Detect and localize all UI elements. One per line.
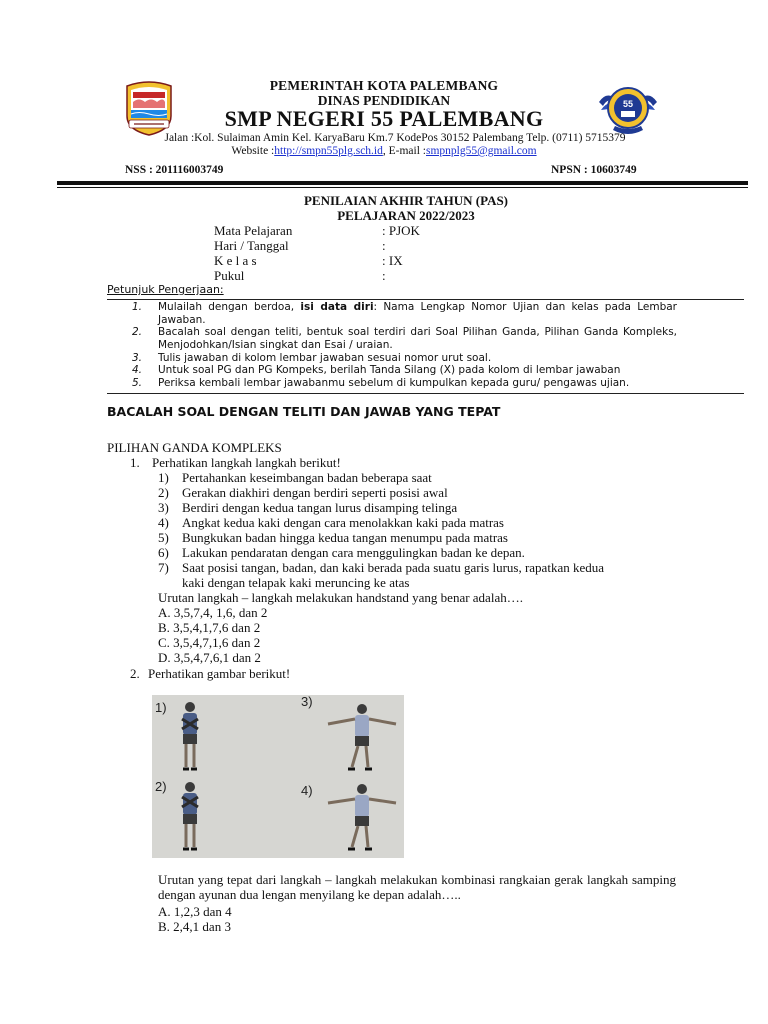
instructions-bottom-rule bbox=[107, 393, 744, 394]
question-1-text: Urutan langkah – langkah melakukan handstand yang benar adalah…. bbox=[158, 590, 523, 605]
step-number: 7) bbox=[158, 560, 169, 575]
npsn-number: NPSN : 10603749 bbox=[551, 164, 637, 176]
step-number: 6) bbox=[158, 545, 169, 560]
header-government: PEMERINTAH KOTA PALEMBANG bbox=[269, 78, 499, 93]
answer-option-a: A. 1,2,3 dan 4 bbox=[158, 904, 232, 919]
field-value-subject: : PJOK bbox=[382, 223, 420, 238]
section-title: BACALAH SOAL DENGAN TELITI DAN JAWAB YANG TEPAT bbox=[107, 404, 501, 419]
nss-number: NSS : 201116003749 bbox=[125, 164, 224, 176]
answer-option-c: C. 3,5,4,7,1,6 dan 2 bbox=[158, 635, 261, 650]
answer-option-d: D. 3,5,4,7,6,1 dan 2 bbox=[158, 650, 261, 665]
step-number: 4) bbox=[158, 515, 169, 530]
header-school-name: SMP NEGERI 55 PALEMBANG bbox=[224, 106, 544, 131]
question-1-prompt: Perhatikan langkah langkah berikut! bbox=[152, 455, 341, 470]
header-department: DINAS PENDIDIKAN bbox=[317, 93, 451, 108]
step-number: 5) bbox=[158, 530, 169, 545]
instruction-item bbox=[132, 377, 677, 390]
field-value-class: : IX bbox=[382, 253, 403, 268]
field-label-time: Pukul bbox=[214, 268, 245, 283]
instruction-item bbox=[132, 326, 677, 351]
step-text: Saat posisi tangan, badan, dan kaki berada pada suatu garis lurus, rapatkan kedua bbox=[182, 560, 604, 575]
instruction-number: 4. bbox=[132, 364, 143, 376]
step-number: 1) bbox=[158, 470, 169, 485]
instruction-text: Bacalah soal dengan teliti, bentuk soal terdiri dari Soal Pilihan Ganda, Pilihan Ganda Kompleks, Menjodohkan/Isian singkat dan Esai / uraian. bbox=[158, 326, 677, 351]
field-value-time: : bbox=[382, 268, 386, 283]
header-divider-thick bbox=[57, 181, 748, 185]
instruction-text: Untuk soal PG dan PG Kompeks, berilah Tanda Silang (X) pada kolom di lembar jawaban bbox=[158, 364, 621, 376]
field-label-class: K e l a s bbox=[214, 253, 257, 268]
email-label: , E-mail : bbox=[382, 145, 426, 157]
instruction-text: Mulailah dengan berdoa, bbox=[158, 301, 301, 313]
instruction-item bbox=[132, 301, 677, 326]
instructions-heading: Petunjuk Pengerjaan: bbox=[107, 283, 224, 296]
question-2-number: 2. bbox=[130, 666, 140, 681]
step-number: 2) bbox=[158, 485, 169, 500]
question-1-number: 1. bbox=[130, 455, 140, 470]
header-address: Jalan :Kol. Sulaiman Amin Kel. KaryaBaru Km.7 KodePos 30152 Palembang Telp. (0711) 5715379 bbox=[164, 132, 626, 144]
instruction-text: : Nama Lengkap Nomor Ujian dan kelas pada Lembar Jawaban. bbox=[158, 301, 677, 326]
email-link[interactable]: smpnplg55@gmail.com bbox=[426, 145, 537, 157]
step-text: Angkat kedua kaki dengan cara menolakkan kaki pada matras bbox=[182, 515, 504, 530]
svg-text:55: 55 bbox=[622, 99, 634, 109]
website-label: Website : bbox=[231, 145, 275, 157]
instruction-text: Tulis jawaban di kolom lembar jawaban sesuai nomor urut soal. bbox=[158, 352, 492, 364]
answer-option-b: B. 3,5,4,1,7,6 dan 2 bbox=[158, 620, 261, 635]
question-2-prompt: Perhatikan gambar berikut! bbox=[148, 666, 291, 681]
field-value-date: : bbox=[382, 238, 386, 253]
answer-option-a: A. 3,5,7,4, 1,6, dan 2 bbox=[158, 605, 268, 620]
instruction-number: 5. bbox=[132, 377, 143, 389]
instruction-number: 3. bbox=[132, 352, 143, 364]
step-text: Bungkukan badan hingga kedua tangan menumpu pada matras bbox=[182, 530, 508, 545]
question-2-text: Urutan yang tepat dari langkah – langkah melakukan kombinasi rangkaian gerak langkah samping dengan ayunan dua lengan menyilang ke depan adalah….. bbox=[158, 872, 676, 902]
step-text: Pertahankan keseimbangan badan beberapa saat bbox=[182, 470, 432, 485]
figure-label: 3) bbox=[301, 695, 313, 709]
instructions-top-rule bbox=[107, 299, 744, 300]
field-label-date: Hari / Tanggal bbox=[214, 238, 289, 253]
exercise-movement-figure bbox=[152, 695, 404, 858]
step-number: 3) bbox=[158, 500, 169, 515]
instruction-item bbox=[132, 364, 677, 377]
instruction-bold-text: isi data diri bbox=[300, 301, 374, 313]
header-contact bbox=[0, 145, 768, 157]
header-divider-thin bbox=[57, 187, 748, 188]
instruction-text: Periksa kembali lembar jawabanmu sebelum di kumpulkan kepada guru/ pengawas ujian. bbox=[158, 377, 630, 389]
field-label-subject: Mata Pelajaran bbox=[214, 223, 293, 238]
figure-label: 1) bbox=[155, 700, 167, 715]
step-text-continued: kaki dengan telapak kaki meruncing ke atas bbox=[182, 575, 410, 590]
step-text: Lakukan pendaratan dengan cara menggulingkan badan ke depan. bbox=[182, 545, 525, 560]
figure-label: 2) bbox=[155, 779, 167, 794]
figure-label: 4) bbox=[301, 783, 313, 798]
exam-year: PELAJARAN 2022/2023 bbox=[337, 208, 475, 223]
step-text: Gerakan diakhiri dengan berdiri seperti posisi awal bbox=[182, 485, 448, 500]
question-type-label: PILIHAN GANDA KOMPLEKS bbox=[107, 440, 282, 455]
instruction-item bbox=[132, 352, 677, 365]
instruction-number: 1. bbox=[132, 301, 143, 313]
answer-option-b: B. 2,4,1 dan 3 bbox=[158, 919, 231, 934]
website-link[interactable]: http://smpn55plg.sch.id bbox=[274, 145, 383, 157]
instruction-number: 2. bbox=[132, 326, 143, 338]
step-text: Berdiri dengan kedua tangan lurus disamping telinga bbox=[182, 500, 458, 515]
exam-title: PENILAIAN AKHIR TAHUN (PAS) bbox=[303, 193, 509, 208]
